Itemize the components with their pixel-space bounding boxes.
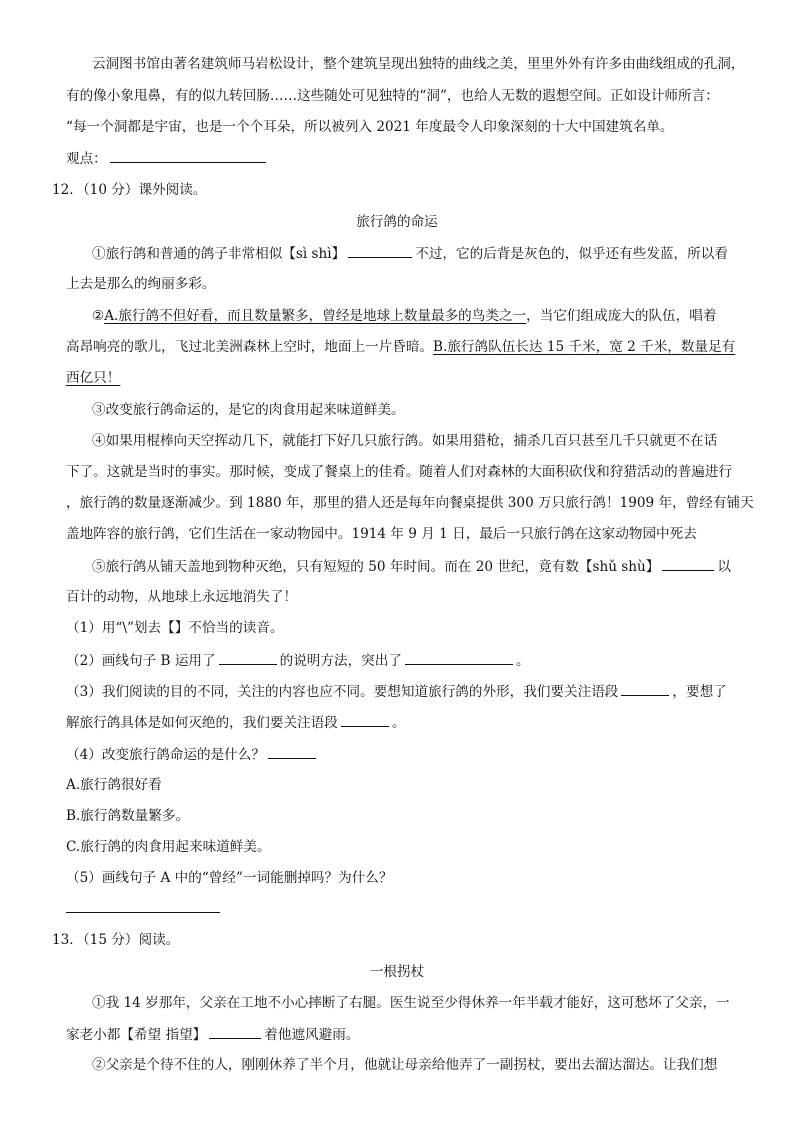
paragraph-text: 高昂响亮的歌儿，飞过北美洲森林上空时，地面上一片昏暗。: [66, 339, 434, 355]
paragraph-text: ②: [92, 308, 105, 324]
passage-paragraph-2: [92, 306, 716, 326]
underlined-sentence-b-end: 西亿只！: [66, 370, 121, 386]
answer-blank[interactable]: [268, 744, 316, 759]
question-text: 解旅行鸽具体是如何灭绝的，我们要关注语段: [66, 715, 338, 731]
pinyin-answer-blank[interactable]: [348, 243, 412, 258]
viewpoint-answer-blank[interactable]: [110, 148, 266, 163]
question-text: （2）画线句子 B 运用了: [66, 653, 216, 669]
passage-paragraph-4: ④如果用棍棒向天空挥动几下，就能打下好几只旅行鸽。如果用猎枪，捕杀几百只甚至几千只就更不在话: [92, 433, 718, 449]
question-12-passage-title: 旅行鸽的命运: [356, 214, 438, 230]
question-13-passage-title: 一根拐杖: [369, 964, 425, 980]
passage-paragraph-5: [92, 556, 731, 577]
viewpoint-line: [66, 148, 269, 169]
answer-blank[interactable]: [621, 681, 669, 696]
question-text: ，要想了: [672, 684, 727, 700]
paragraph-text: 着他遮风避雨。: [264, 1027, 360, 1043]
question-text: （3）我们阅读的目的不同，关注的内容也应不同。要想知道旅行鸽的外形，我们要关注语段: [66, 684, 619, 700]
sub-question-4: [66, 744, 319, 765]
passage-paragraph-4-cont: ，旅行鸽的数量逐渐减少。到 1880 年，那里的猎人还是每年向餐桌提供 300 万只旅行鸽！1909 年，曾经有铺天: [66, 495, 754, 511]
passage-paragraph-2-cont: [66, 337, 735, 357]
passage-paragraph-1: ①我 14 岁那年，父亲在工地不小心摔断了右腿。医生说至少得休养一年半载才能好，这可愁坏了父亲，一: [92, 995, 730, 1011]
option-a[interactable]: A.旅行鸽很好看: [66, 777, 162, 793]
passage-paragraph-1-cont: 上去是那么的绚丽多彩。: [66, 276, 216, 292]
question-text: 。: [515, 653, 530, 669]
answer-blank[interactable]: [219, 650, 277, 665]
question-text: 的说明方法，突出了: [279, 653, 402, 669]
answer-blank[interactable]: [405, 650, 513, 665]
question-13-header: 13．（15 分）阅读。: [52, 932, 180, 948]
passage-paragraph-4-cont: 下了。这就是当时的事实。那时候，变成了餐桌上的佳肴。随着人们对森林的大面积砍伐和狩猎活动的普遍进行: [66, 464, 733, 480]
answer-line[interactable]: [66, 912, 220, 913]
passage-paragraph-3: ③改变旅行鸽命运的，是它的肉食用起来味道鲜美。: [92, 402, 405, 418]
intro-paragraph-line: 云洞图书馆由著名建筑师马岩松设计，整个建筑呈现出独特的曲线之美，里里外外有许多由曲线组成的孔洞，: [92, 56, 745, 72]
underlined-sentence-b: B.旅行鸽队伍长达 15 千米，宽 2 千米，数量足有: [433, 339, 736, 355]
paragraph-text: ⑤旅行鸽从铺天盖地到物种灭绝，只有短短的 50 年时间。而在 20 世纪，竟有数【shǔ shù】: [92, 559, 660, 575]
paragraph-text: ①旅行鸽和普通的鸽子非常相似【sì shì】: [92, 246, 346, 262]
intro-paragraph-line: “每一个洞都是宇宙，也是一个个耳朵，所以被列入 2021 年度最令人印象深刻的十大中国建筑名单。: [66, 119, 674, 135]
paragraph-text: 家老小都【希望 指望】: [66, 1027, 207, 1043]
intro-paragraph-line: 有的像小象甩鼻，有的似九转回肠……这些随处可见独特的“洞”，也给人无数的遐想空间。正如设计师所言：: [66, 88, 719, 104]
option-b[interactable]: B.旅行鸽数量繁多。: [66, 808, 190, 824]
passage-paragraph-1: [92, 243, 728, 264]
passage-paragraph-2-cont: [66, 368, 120, 388]
underlined-sentence-a: A.旅行鸽不但好看，而且数量繁多，曾经是地球上数量最多的鸟类之一: [104, 308, 527, 324]
pinyin-answer-blank[interactable]: [662, 556, 714, 571]
sub-question-1: （1）用“\”划去【】不恰当的读音。: [66, 620, 284, 636]
sub-question-2: [66, 650, 530, 671]
option-c[interactable]: C.旅行鸽的肉食用起来味道鲜美。: [66, 839, 271, 855]
sub-question-5: （5）画线句子 A 中的“曾经”一词能删掉吗？为什么？: [66, 870, 393, 886]
question-text: （4）改变旅行鸽命运的是什么？: [66, 747, 265, 763]
sub-question-3: [66, 681, 727, 702]
passage-paragraph-5-cont: 百计的动物，从地球上永远地消失了！: [66, 589, 298, 605]
paragraph-text: 以: [717, 559, 731, 575]
passage-paragraph-2: ②父亲是个待不住的人，刚刚休养了半个月，他就让母亲给他弄了一副拐杖，要出去溜达溜达。让我们想: [92, 1057, 718, 1073]
question-12-header: 12．（10 分）课外阅读。: [52, 182, 207, 198]
viewpoint-label: 观点：: [66, 151, 107, 167]
question-text: 。: [391, 715, 406, 731]
passage-paragraph-1-cont: [66, 1024, 359, 1045]
passage-paragraph-4-cont: 盖地阵容的旅行鸽，它们生活在一家动物园中。1914 年 9 月 1 日，最后一只旅行鸽在这家动物园中死去: [66, 526, 697, 542]
paragraph-text: 不过，它的后背是灰色的，似乎还有些发蓝，所以看: [415, 246, 728, 262]
answer-blank[interactable]: [341, 712, 389, 727]
paragraph-text: ，当它们组成庞大的队伍，唱着: [526, 308, 717, 324]
sub-question-3-cont: [66, 712, 405, 733]
answer-blank[interactable]: [209, 1024, 261, 1039]
